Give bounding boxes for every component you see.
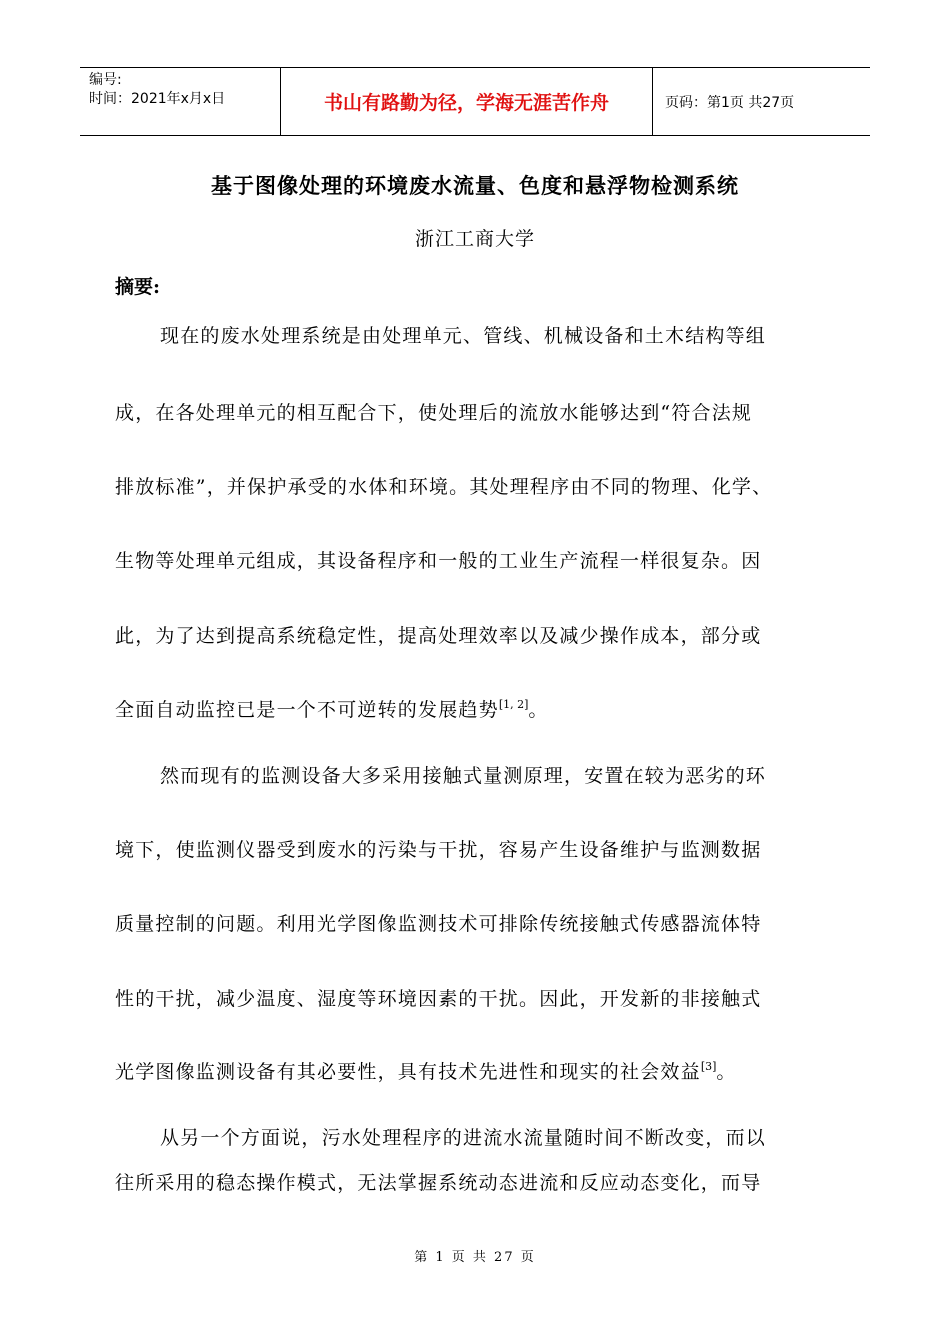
paragraph-line: 现在的废水处理系统是由处理单元、管线、机械设备和土木结构等组 xyxy=(160,325,767,347)
header-motto: 书山有路勤为径，学海无涯苦作舟 xyxy=(281,68,653,135)
document-number: 编号: xyxy=(89,72,122,88)
paragraph-line: 从另一个方面说，污水处理程序的进流水流量随时间不断改变，而以 xyxy=(160,1127,767,1149)
paragraph-line: 质量控制的问题。利用光学图像监测技术可排除传统接触式传感器流体特 xyxy=(115,913,762,935)
line-end: 。 xyxy=(716,1061,737,1083)
paragraph-line: 生物等处理单元组成，其设备程序和一般的工业生产流程一样很复杂。因 xyxy=(115,550,762,572)
line-text: 全面自动监控已是一个不可逆转的发展趋势 xyxy=(115,699,499,721)
paragraph-line-cited xyxy=(115,695,855,722)
paragraph-line: 性的干扰，减少温度、湿度等环境因素的干扰。因此，开发新的非接触式 xyxy=(115,988,762,1010)
citation-ref: [3] xyxy=(700,1060,717,1073)
document-author: 浙江工商大学 xyxy=(414,228,535,250)
page-footer: 第 1 页 共 27 页 xyxy=(414,1250,536,1265)
paragraph-line-cited xyxy=(115,1057,855,1084)
page-header xyxy=(80,67,870,136)
header-page-code: 页码：第1页 共27页 xyxy=(665,94,795,111)
paragraph-line: 境下，使监测仪器受到废水的污染与干扰，容易产生设备维护与监测数据 xyxy=(115,839,762,861)
citation-ref: [1, 2] xyxy=(498,698,529,711)
document-date: 时间：2021年x月x日 xyxy=(89,91,226,107)
paragraph-line: 往所采用的稳态操作模式，无法掌握系统动态进流和反应动态变化，而导 xyxy=(115,1172,762,1194)
line-text: 光学图像监测设备有其必要性，具有技术先进性和现实的社会效益 xyxy=(115,1061,701,1083)
paragraph-line: 然而现有的监测设备大多采用接触式量测原理，安置在较为恶劣的环 xyxy=(160,765,767,787)
document-title: 基于图像处理的环境废水流量、色度和悬浮物检测系统 xyxy=(211,173,739,198)
paragraph-line: 排放标准”，并保护承受的水体和环境。其处理程序由不同的物理、化学、 xyxy=(115,476,773,498)
abstract-heading: 摘要: xyxy=(115,276,161,298)
line-end: 。 xyxy=(528,699,549,721)
paragraph-line: 此，为了达到提高系统稳定性，提高处理效率以及减少操作成本，部分或 xyxy=(115,625,762,647)
header-info xyxy=(80,68,281,135)
paragraph-line: 成，在各处理单元的相互配合下，使处理后的流放水能够达到“符合法规 xyxy=(115,402,753,424)
